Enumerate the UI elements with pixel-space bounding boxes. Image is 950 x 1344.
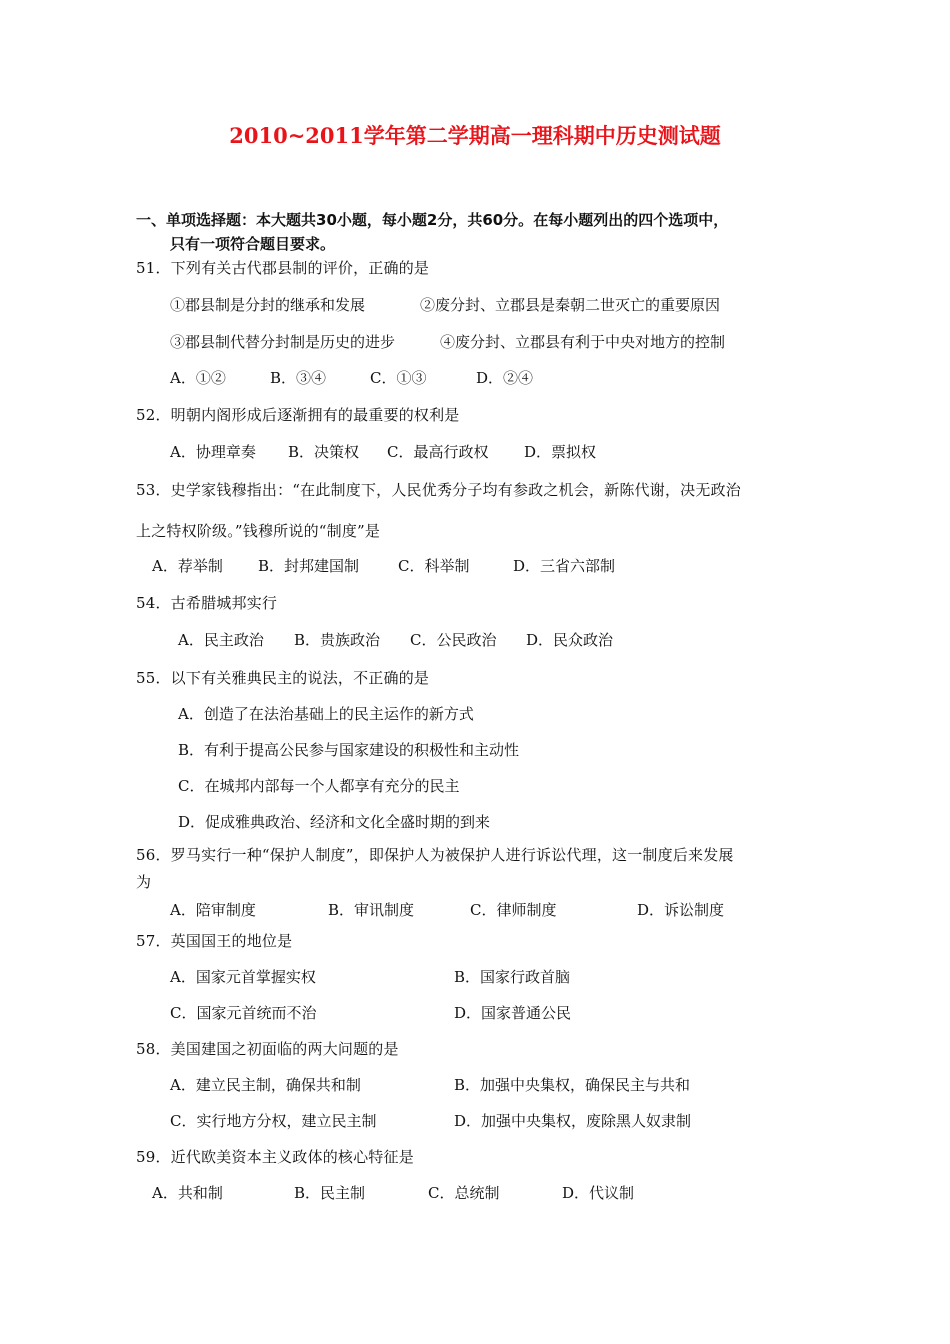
question-stem: 54．古希腊城邦实行 [136,594,278,612]
answer-option: B．国家行政首脑 [454,968,571,986]
answer-option: A．陪审制度 [170,901,256,919]
answer-option: A．民主政治 [178,631,264,649]
answer-option: A．创造了在法治基础上的民主运作的新方式 [178,705,474,723]
section-heading: 一、单项选择题：本大题共30小题，每小题2分，共60分。在每小题列出的四个选项中， [136,211,729,229]
answer-option: C．公民政治 [410,631,497,649]
question-stem-cont: 上之特权阶级。”钱穆所说的“制度”是 [136,522,381,540]
section-heading-cont: 只有一项符合题目要求。 [170,235,336,253]
answer-option: D．三省六部制 [513,557,616,575]
answer-option: D．②④ [476,369,534,387]
page-title: 2010~2011学年第二学期高一理科期中历史测试题 [229,123,721,148]
answer-option: C．①③ [370,369,427,387]
answer-option: D．票拟权 [524,443,597,461]
question-stem: 59．近代欧美资本主义政体的核心特征是 [136,1148,414,1166]
question-stem: 55．以下有关雅典民主的说法，不正确的是 [136,669,430,687]
statement-item: ②废分封、立郡县是秦朝二世灭亡的重要原因 [420,296,721,314]
answer-option: C．在城邦内部每一个人都享有充分的民主 [178,777,460,795]
answer-option: A．建立民主制，确保共和制 [170,1076,361,1094]
answer-option: A．国家元首掌握实权 [170,968,316,986]
statement-item: ④废分封、立郡县有利于中央对地方的控制 [440,333,726,351]
statement-item: ①郡县制是分封的继承和发展 [170,296,366,314]
answer-option: D．加强中央集权，废除黑人奴隶制 [454,1112,692,1130]
answer-option: A．共和制 [152,1184,223,1202]
question-stem: 58．美国建国之初面临的两大问题的是 [136,1040,399,1058]
question-stem: 56．罗马实行一种“保护人制度”，即保护人为被保护人进行诉讼代理，这一制度后来发展 [136,846,734,864]
answer-option: D．促成雅典政治、经济和文化全盛时期的到来 [178,813,491,831]
answer-option: D．民众政治 [526,631,614,649]
answer-option: C．总统制 [428,1184,500,1202]
answer-option: B．贵族政治 [294,631,381,649]
question-stem-cont: 为 [136,873,152,891]
answer-option: B．封邦建国制 [258,557,360,575]
question-stem: 51．下列有关古代郡县制的评价，正确的是 [136,259,430,277]
answer-option: D．国家普通公民 [454,1004,572,1022]
answer-option: D．诉讼制度 [637,901,725,919]
answer-option: B．③④ [270,369,327,387]
question-stem: 52．明朝内阁形成后逐渐拥有的最重要的权利是 [136,406,460,424]
answer-option: A．荐举制 [152,557,223,575]
answer-option: B．决策权 [288,443,360,461]
statement-item: ③郡县制代替分封制是历史的进步 [170,333,396,351]
answer-option: C．国家元首统而不治 [170,1004,317,1022]
answer-option: A．①② [170,369,226,387]
question-stem: 53．史学家钱穆指出：“在此制度下，人民优秀分子均有参政之机会，新陈代谢，决无政治 [136,481,741,499]
answer-option: C．实行地方分权，建立民主制 [170,1112,377,1130]
answer-option: C．最高行政权 [387,443,489,461]
question-stem: 57．英国国王的地位是 [136,932,293,950]
answer-option: C．科举制 [398,557,470,575]
answer-option: B．有利于提高公民参与国家建设的积极性和主动性 [178,741,520,759]
answer-option: B．民主制 [294,1184,366,1202]
answer-option: A．协理章奏 [170,443,256,461]
answer-option: B．加强中央集权，确保民主与共和 [454,1076,691,1094]
answer-option: C．律师制度 [470,901,557,919]
answer-option: B．审讯制度 [328,901,415,919]
answer-option: D．代议制 [562,1184,635,1202]
